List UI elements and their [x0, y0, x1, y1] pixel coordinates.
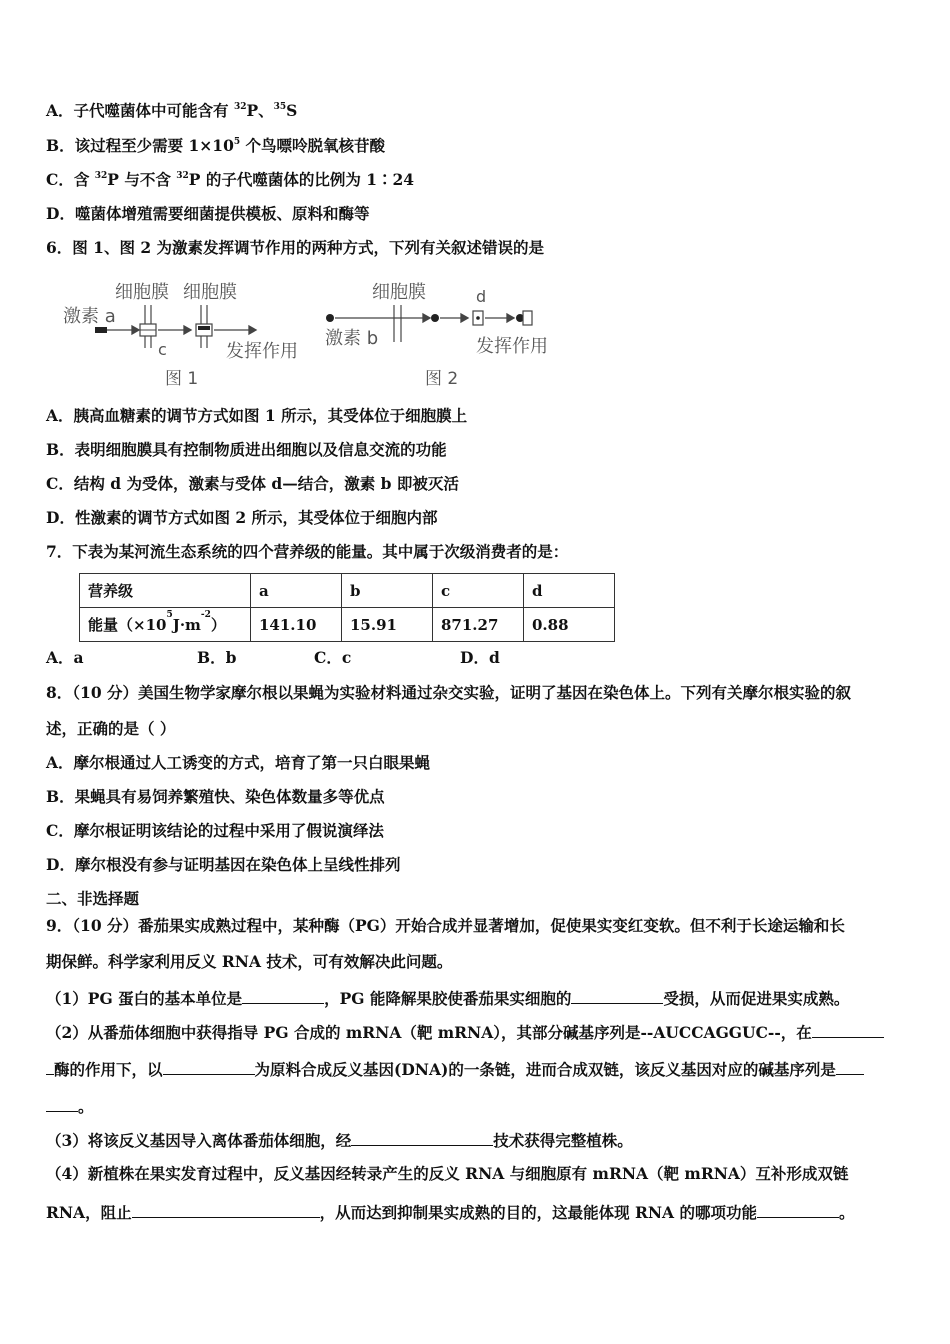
table-cell: 15.91: [342, 608, 433, 642]
hormone-figure: [60, 280, 580, 395]
table-cell: 0.88: [524, 608, 615, 642]
table-row: [80, 608, 615, 642]
q7-option-b: B．b: [197, 648, 237, 667]
q7-option-c: C．c: [314, 648, 352, 667]
table-cell: 871.27: [433, 608, 524, 642]
q6-option-c: C．结构 d 为受体，激素与受体 d—结合，激素 b 即被灭活: [46, 474, 459, 493]
q8-option-d: D．摩尔根没有参与证明基因在染色体上呈线性排列: [46, 855, 401, 874]
fig2-effect-label: 发挥作用: [476, 336, 548, 357]
fig2-membrane-label: 细胞膜: [372, 282, 426, 303]
q7-options: [46, 648, 500, 668]
q9-part3: （3）将该反义基因导入离体番茄体细胞，经 技术获得完整植株。: [46, 1131, 633, 1150]
answer-blank[interactable]: [46, 1095, 78, 1112]
answer-blank[interactable]: [571, 987, 663, 1004]
table-header-cell: c: [433, 574, 524, 608]
q8-option-b: B．果蝇具有易饲养繁殖快、染色体数量多等优点: [46, 787, 385, 806]
hormone-diagram: [60, 280, 580, 395]
fig1-arrows: [107, 326, 256, 334]
table-header-cell: b: [342, 574, 433, 608]
fig1-membrane2-label: 细胞膜: [183, 282, 237, 303]
q9-part1: （1）PG 蛋白的基本单位是 ，PG 能降解果胶使番茄果实细胞的 受损，从而促进果实成熟。: [46, 989, 850, 1008]
fig2-inner-dot: [431, 314, 439, 322]
answer-blank[interactable]: [351, 1129, 493, 1146]
q9-stem-line2: 期保鲜。科学家利用反义 RNA 技术，可有效解决此问题。: [46, 952, 453, 971]
section-title: 二、非选择题: [46, 889, 140, 908]
table-row-label: 能量$(\times 10^5J\cdot m^{-2})$: [80, 608, 251, 642]
q8-option-c: C．摩尔根证明该结论的过程中采用了假说演绎法: [46, 821, 384, 840]
answer-blank[interactable]: [46, 1058, 54, 1075]
fig1-caption: 图 1: [165, 369, 199, 389]
answer-blank[interactable]: [132, 1201, 320, 1218]
fig1-c-label: c: [158, 340, 167, 359]
fig2-caption: 图 2: [425, 369, 459, 389]
q9-part2-line3: 。: [46, 1095, 94, 1117]
fig2-hormone-dot: [326, 314, 334, 322]
answer-blank[interactable]: [242, 987, 324, 1004]
fig2-hormone-label: 激素 b: [325, 328, 379, 349]
answer-blank[interactable]: [757, 1201, 839, 1218]
q6-option-a: A．胰高血糖素的调节方式如图 1 所示，其受体位于细胞膜上: [46, 406, 468, 425]
q5-option-b: B．该过程至少需要 $1\times 10^5$ 个鸟嘌呤脱氧核苷酸: [46, 136, 386, 155]
fig1-membrane2: [196, 305, 212, 348]
fig2-d-label: d: [476, 287, 487, 306]
q9-part2-line2: 酶的作用下，以 为原料合成反义基因(DNA)的一条链，进而合成双链，该反义基因对应的碱基序列是: [46, 1058, 864, 1080]
q6-option-d: D．性激素的调节方式如图 2 所示，其受体位于细胞内部: [46, 508, 438, 527]
answer-blank[interactable]: [163, 1058, 255, 1075]
q9-part4-line2: RNA，阻止 ，从而达到抑制果实成熟的目的，这最能体现 RNA 的哪项功能 。: [46, 1203, 855, 1222]
q8-stem-line1: 8．（10 分）美国生物学家摩尔根以果蝇为实验材料通过杂交实验，证明了基因在染色体上。下列有关摩尔根实验的叙: [46, 683, 852, 702]
table-header-cell: d: [524, 574, 615, 608]
q6-option-b: B．表明细胞膜具有控制物质进出细胞以及信息交流的功能: [46, 440, 447, 459]
q5-option-c: C．含 $^{32}$P 与不含 $^{32}$P 的子代噬菌体的比例为 1∶24: [46, 170, 415, 189]
fig2-arrows: [335, 314, 514, 322]
table-header-row: [80, 574, 615, 608]
q9-stem-line1: 9．（10 分）番茄果实成熟过程中，某种酶（PG）开始合成并显著增加，促使果实变红变软。但不利于长途运输和长: [46, 916, 845, 935]
fig1-membrane1: [140, 305, 156, 348]
fig2-membrane: [394, 305, 401, 342]
q5-option-d: D．噬菌体增殖需要细菌提供模板、原料和酶等: [46, 204, 370, 223]
fig2-complex-receptor: [523, 311, 532, 325]
fig1-hormone-a-mark: [95, 327, 107, 333]
q9-part4-line1: （4）新植株在果实发育过程中，反义基因经转录产生的反义 RNA 与细胞原有 mRNA（靶 mRNA）互补形成双链: [46, 1164, 849, 1183]
fig1-membrane1-label: 细胞膜: [115, 282, 169, 303]
q8-option-a: A．摩尔根通过人工诱变的方式，培育了第一只白眼果蝇: [46, 753, 431, 772]
fig1-effect-label: 发挥作用: [226, 341, 298, 362]
q6-stem: 6．图 1、图 2 为激素发挥调节作用的两种方式，下列有关叙述错误的是: [46, 238, 545, 257]
q5-option-a: A．子代噬菌体中可能含有 $^{32}$P、$^{35}$S: [46, 101, 298, 120]
table-header-cell: a: [251, 574, 342, 608]
answer-blank[interactable]: [836, 1058, 864, 1075]
q7-option-a: A．a: [46, 648, 84, 667]
q8-stem-line2: 述，正确的是（ ）: [46, 719, 176, 738]
fig1-hormone-label: 激素 a: [63, 306, 116, 327]
q7-option-d: D．d: [460, 648, 500, 667]
table-cell: 141.10: [251, 608, 342, 642]
q9-part2-line1: （2）从番茄体细胞中获得指导 PG 合成的 mRNA（靶 mRNA），其部分碱基序列是--AUCCAGGUC--，在: [46, 1021, 884, 1043]
q7-stem: 7．下表为某河流生态系统的四个营养级的能量。其中属于次级消费者的是：: [46, 542, 569, 561]
table-header-cell: 营养级: [80, 574, 251, 608]
energy-table: [79, 573, 615, 642]
answer-blank[interactable]: [812, 1021, 884, 1038]
